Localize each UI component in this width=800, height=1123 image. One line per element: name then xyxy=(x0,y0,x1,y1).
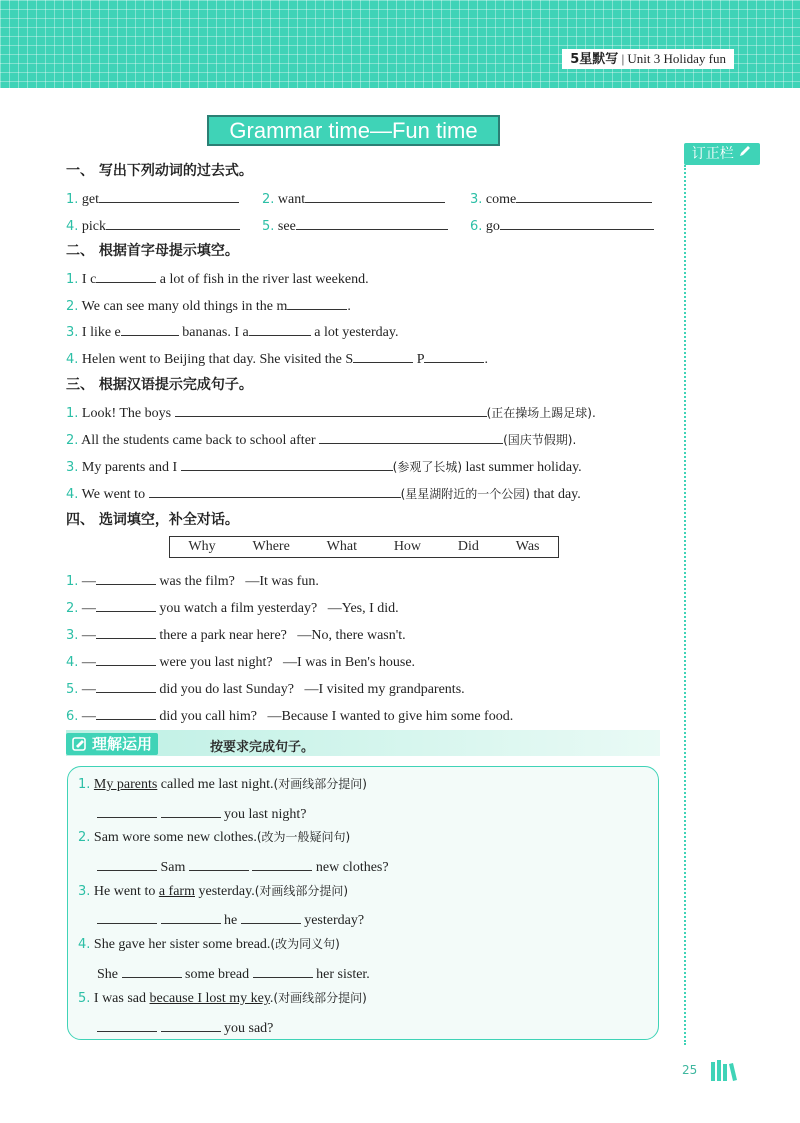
answer-blank[interactable] xyxy=(121,320,179,336)
list-item: 5. I was sad because I lost my key.(对画线部分提问) xyxy=(78,991,367,1006)
list-item: 4. pick xyxy=(66,214,240,235)
answer-blank[interactable] xyxy=(96,623,156,639)
list-item: Sam new clothes? xyxy=(97,855,389,876)
answer-blank[interactable] xyxy=(97,908,157,924)
list-item: 2. Sam wore some new clothes.(改为一般疑问句) xyxy=(78,830,351,845)
answer-blank[interactable] xyxy=(424,347,484,363)
word-bank-item: Why xyxy=(188,539,216,554)
answer-blank[interactable] xyxy=(96,267,156,283)
list-item: 3. — there a park near here? —No, there wasn't. xyxy=(66,623,406,644)
list-item: 3. come xyxy=(470,187,652,208)
answer-blank[interactable] xyxy=(353,347,413,363)
answer-blank[interactable] xyxy=(189,855,249,871)
answer-blank[interactable] xyxy=(319,428,503,444)
list-item: you last night? xyxy=(97,802,306,823)
list-item: 1. I c a lot of fish in the river last weekend. xyxy=(66,267,369,288)
answer-blank[interactable] xyxy=(516,187,652,203)
books-icon xyxy=(710,1058,738,1082)
answer-blank[interactable] xyxy=(96,677,156,693)
list-item: 4. Helen went to Beijing that day. She visited the S P . xyxy=(66,347,488,368)
answer-blank[interactable] xyxy=(252,855,312,871)
list-item: 6. — did you call him? —Because I wanted to give him some food. xyxy=(66,704,513,725)
answer-blank[interactable] xyxy=(96,704,156,720)
answer-blank[interactable] xyxy=(149,482,401,498)
section2-heading: 二、 根据首字母提示填空。 xyxy=(66,243,239,259)
list-item: 3. He went to a farm yesterday.(对画线部分提问) xyxy=(78,884,349,899)
answer-blank[interactable] xyxy=(97,855,157,871)
correction-column-label xyxy=(684,143,760,165)
answer-blank[interactable] xyxy=(161,908,221,924)
word-bank-item: Where xyxy=(252,539,290,554)
word-bank-item: What xyxy=(326,539,357,554)
section3-heading: 三、 根据汉语提示完成句子。 xyxy=(66,377,253,393)
list-item: 1. My parents called me last night.(对画线部分提问) xyxy=(78,777,367,792)
notepad-icon xyxy=(72,737,88,751)
answer-blank[interactable] xyxy=(99,187,239,203)
correction-column-divider xyxy=(684,165,686,1045)
answer-blank[interactable] xyxy=(161,802,221,818)
list-item: 1. get xyxy=(66,187,239,208)
answer-blank[interactable] xyxy=(305,187,445,203)
star-label: 5星默写 xyxy=(570,52,619,67)
answer-blank[interactable] xyxy=(500,214,654,230)
list-item: 1. Look! The boys (正在操场上踢足球). xyxy=(66,401,596,422)
answer-blank[interactable] xyxy=(96,650,156,666)
list-item: 2. want xyxy=(262,187,445,208)
page-number: 25 xyxy=(682,1063,698,1077)
answer-blank[interactable] xyxy=(253,962,313,978)
unit-label: Unit 3 Holiday fun xyxy=(627,51,726,66)
understand-tag xyxy=(66,733,158,755)
word-bank xyxy=(169,536,559,558)
list-item: you sad? xyxy=(97,1016,273,1037)
answer-blank[interactable] xyxy=(287,294,347,310)
answer-blank[interactable] xyxy=(97,1016,157,1032)
correction-label-text: 订正栏 xyxy=(691,146,734,162)
answer-blank[interactable] xyxy=(175,401,487,417)
list-item: She some bread her sister. xyxy=(97,962,370,983)
pencil-icon xyxy=(738,146,752,162)
list-item: 5. — did you do last Sunday? —I visited my grandparents. xyxy=(66,677,465,698)
list-item: 2. All the students came back to school after (国庆节假期). xyxy=(66,428,576,449)
answer-blank[interactable] xyxy=(96,596,156,612)
section1-heading: 一、 写出下列动词的过去式。 xyxy=(66,163,253,179)
word-bank-item: Was xyxy=(515,539,540,554)
page-title: Grammar time—Fun time xyxy=(207,115,500,146)
answer-blank[interactable] xyxy=(241,908,301,924)
answer-blank[interactable] xyxy=(97,802,157,818)
section4-heading: 四、 选词填空，补全对话。 xyxy=(66,512,239,528)
list-item: he yesterday? xyxy=(97,908,364,929)
answer-blank[interactable] xyxy=(296,214,448,230)
answer-blank[interactable] xyxy=(249,320,311,336)
list-item: 4. We went to (星星湖附近的一个公园) that day. xyxy=(66,482,581,503)
list-item: 1. — was the film? —It was fun. xyxy=(66,569,319,590)
list-item: 3. I like e bananas. I a a lot yesterday. xyxy=(66,320,398,341)
list-item: 4. — were you last night? —I was in Ben's house. xyxy=(66,650,415,671)
answer-blank[interactable] xyxy=(106,214,240,230)
list-item: 4. She gave her sister some bread.(改为同义句) xyxy=(78,937,340,952)
word-bank-item: How xyxy=(393,539,422,554)
list-item: 3. My parents and I (参观了长城) last summer holiday. xyxy=(66,455,582,476)
answer-blank[interactable] xyxy=(161,1016,221,1032)
list-item: 2. — you watch a film yesterday? —Yes, I did. xyxy=(66,596,399,617)
unit-tag: 5星默写 | Unit 3 Holiday fun xyxy=(562,49,734,69)
answer-blank[interactable] xyxy=(122,962,182,978)
word-bank-item: Did xyxy=(457,539,479,554)
list-item: 5. see xyxy=(262,214,448,235)
list-item: 6. go xyxy=(470,214,654,235)
answer-blank[interactable] xyxy=(96,569,156,585)
header-band xyxy=(0,0,800,88)
list-item: 2. We can see many old things in the m . xyxy=(66,294,351,315)
understand-tag-text: 理解运用 xyxy=(92,735,153,753)
answer-blank[interactable] xyxy=(181,455,393,471)
understand-instruction: 按要求完成句子。 xyxy=(210,740,315,755)
